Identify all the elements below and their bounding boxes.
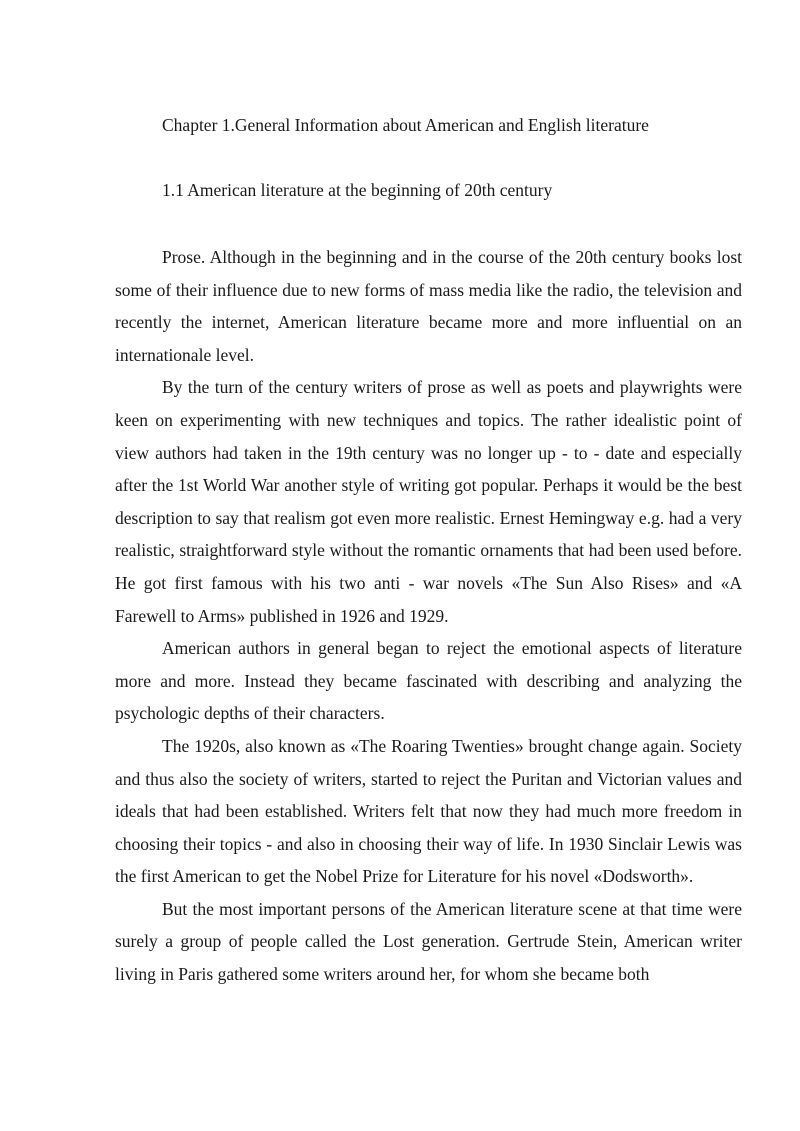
paragraph-american-authors: American authors in general began to reject the emotional aspects of literature more and more. Instead they became fascinated with describing and analyzing the psychologic depths of their characters.: [115, 638, 742, 724]
section-heading: 1.1 American literature at the beginning of 20th century: [162, 180, 553, 200]
paragraph-lost-generation: But the most important persons of the American literature scene at that time were surely a group of people called the Lost generation. Gertrude Stein, American writer living in Paris gathered some writers around her, for whom she became both: [115, 898, 742, 985]
paragraph-roaring-twenties: The 1920s, also known as «The Roaring Twenties» brought change again. Society and thus also the society of writers, started to reject the Puritan and Victorian values and ideals that had been established. Writers felt that now they had much more freedom in choosing their topics - and also in choosing their way of life. In 1930 Sinclair Lewis was the first American to get the Nobel Prize for Literature for his novel «Dodsworth».: [115, 735, 742, 887]
paragraph-prose-intro: Prose. Although in the beginning and in the course of the 20th century books lost some of their influence due to new forms of mass media like the radio, the television and recently the internet, American literature became more and more influential on an internationale level.: [115, 247, 742, 365]
body-text: [115, 241, 742, 991]
paragraph-turn-of-century: By the turn of the century writers of prose as well as poets and playwrights were keen on experimenting with new techniques and topics. The rather idealistic point of view authors had taken in the 19th century was no longer up - to - date and especially after the 1st World War another style of writing got popular. Perhaps it would be the best description to say that realism got even more realistic. Ernest Hemingway e.g. had a very realistic, straightforward style without the romantic ornaments that had been used before. He got first famous with his two anti - war novels «The Sun Also Rises» and «A Farewell to Arms» published in 1926 and 1929.: [115, 377, 742, 626]
chapter-heading: Chapter 1.General Information about American and English literature: [162, 115, 649, 135]
